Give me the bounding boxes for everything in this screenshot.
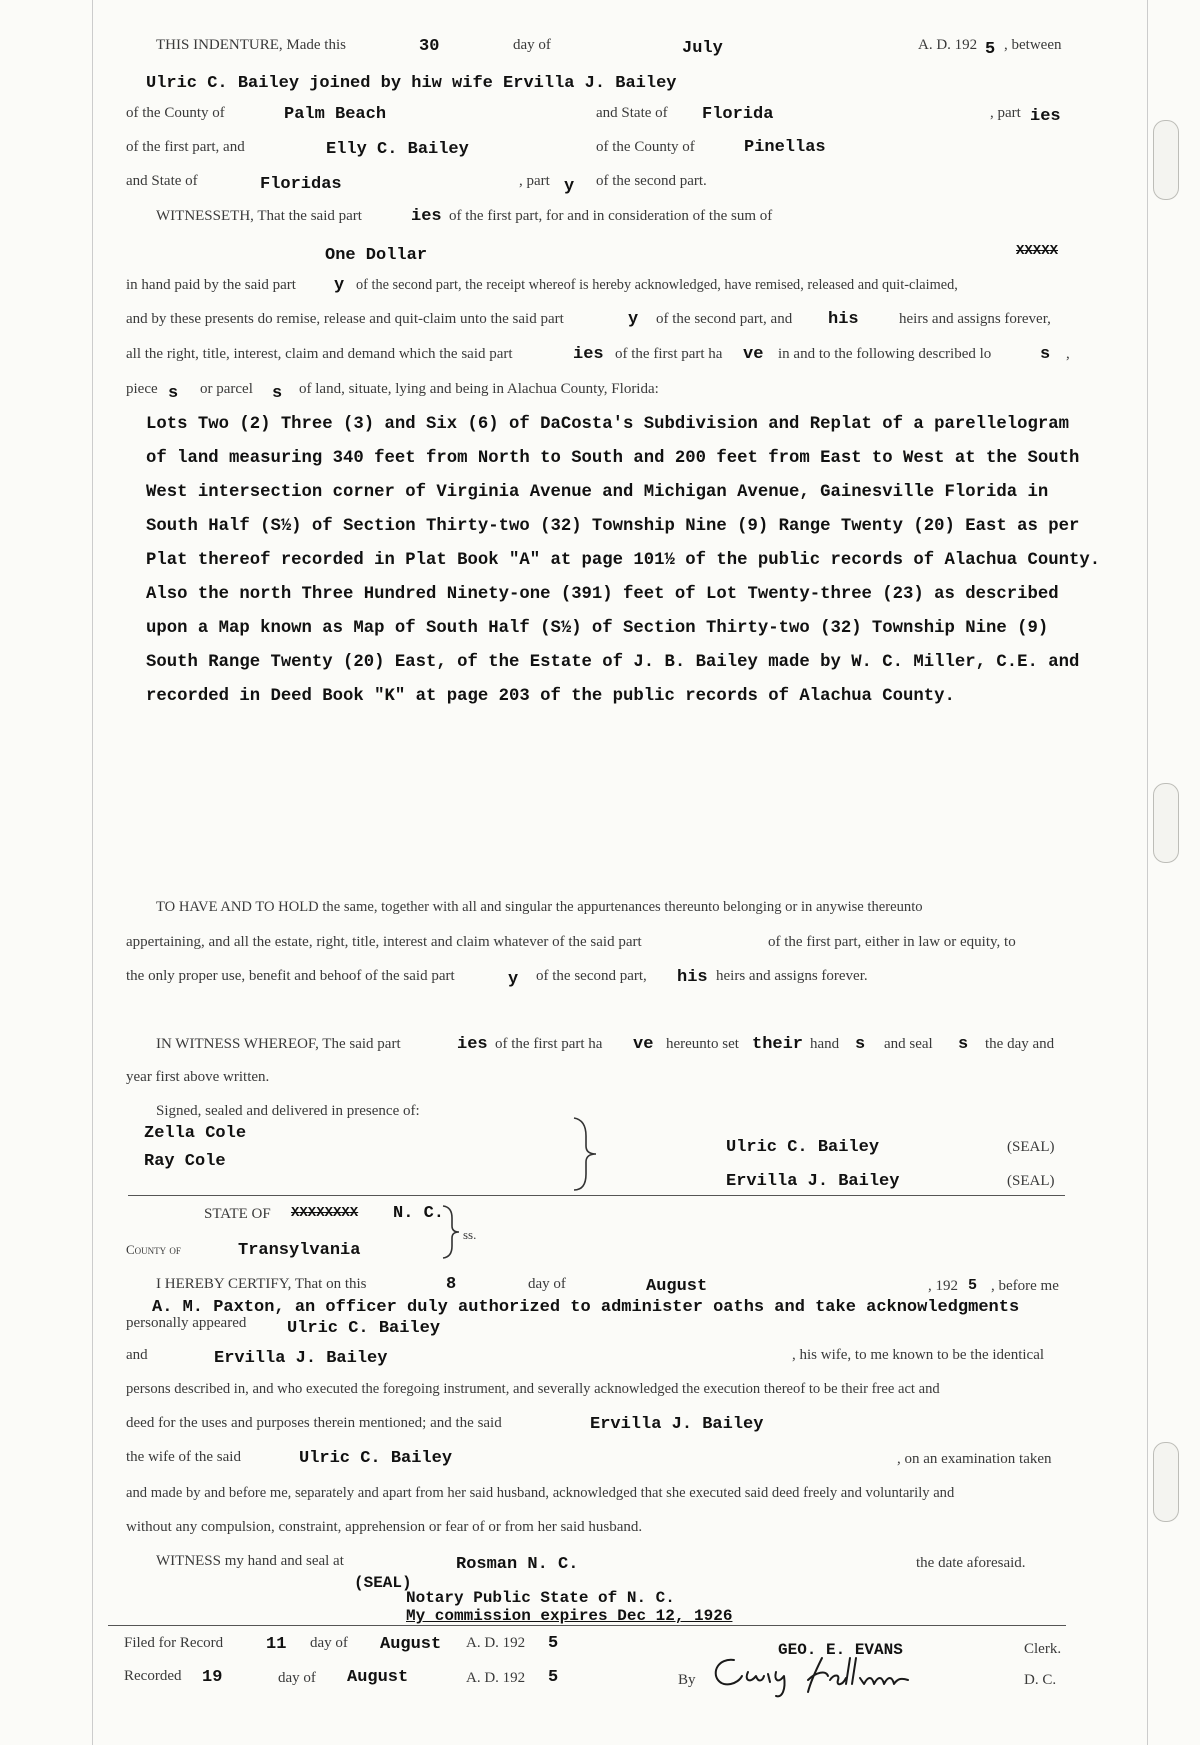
description-line: South Range Twenty (20) East, of the Estate of J. B. Bailey made by W. C. Miller, C.E. and — [146, 653, 1080, 672]
ack-his-wife-text: , his wife, to me known to be the identical — [792, 1347, 1045, 1363]
hand-paid-suffix: y — [334, 276, 345, 295]
examined-wife-name: Ervilla J. Bailey — [590, 1415, 764, 1434]
right-title-text-3: in and to the following described lo — [778, 346, 992, 362]
remise-text-2: of the second part, and — [656, 311, 793, 327]
seal-label: (SEAL) — [1007, 1173, 1055, 1189]
right-title-verb: ve — [743, 345, 764, 364]
legal-description — [146, 408, 1146, 714]
witnesseth-suffix: ies — [411, 207, 442, 226]
certify-before-me: , before me — [991, 1278, 1059, 1294]
indenture-month: July — [682, 39, 723, 58]
second-part-label: of the second part. — [596, 173, 707, 189]
right-title-suffix: ies — [573, 345, 604, 364]
signer-name: Ulric C. Bailey — [726, 1138, 880, 1157]
certify-month: August — [646, 1277, 708, 1296]
left-margin-line — [92, 0, 93, 1745]
filed-year: 5 — [548, 1634, 559, 1653]
punch-hole-icon — [1153, 783, 1179, 863]
first-part-and: of the first part, and — [126, 139, 245, 155]
right-title-comma: , — [1066, 346, 1070, 362]
grantee-county-label: of the County of — [596, 139, 695, 155]
filed-day: 11 — [266, 1635, 287, 1654]
hand-paid-text: in hand paid by the said part — [126, 277, 296, 293]
grantee-party-label: , part — [519, 173, 550, 189]
grantor-county: Palm Beach — [284, 105, 387, 124]
parcel-label: or parcel — [200, 381, 253, 397]
consideration-sum: One Dollar — [325, 246, 428, 265]
remise-pronoun: his — [828, 310, 859, 329]
habendum-pronoun: his — [677, 968, 708, 987]
witness-name: Zella Cole — [144, 1124, 247, 1143]
certify-year: 5 — [968, 1277, 978, 1294]
appeared-wife-name: Ervilla J. Bailey — [214, 1349, 388, 1368]
appeared-name: Ulric C. Bailey — [287, 1319, 441, 1338]
hand-paid-text-2: of the second part, the receipt whereof is hereby acknowledged, have remised, released and quit-claimed, — [356, 277, 958, 293]
ack-state: N. C. — [393, 1204, 445, 1223]
ack-state-label: STATE OF — [204, 1206, 271, 1222]
in-witness-verb: ve — [633, 1035, 654, 1054]
ack-county-label: County of — [126, 1242, 181, 1257]
indenture-ad: A. D. 192 — [918, 37, 978, 53]
land-location-text: of land, situate, lying and being in Alachua County, Florida: — [299, 381, 659, 397]
in-witness-hands-suffix: s — [855, 1035, 866, 1054]
description-line: upon a Map known as Map of South Half (S½) of Section Thirty-two (32) Township Nine (9) — [146, 619, 1049, 638]
clerk-label: Clerk. — [1024, 1641, 1062, 1657]
remise-text-3: heirs and assigns forever, — [899, 311, 1051, 327]
deed-ack-divider — [128, 1195, 1065, 1196]
habendum-line-3b: of the second part, — [536, 968, 647, 984]
notary-officer-line: A. M. Paxton, an officer duly authorized to administer oaths and take acknowledgments — [152, 1298, 1020, 1317]
notary-seal: (SEAL) — [354, 1574, 412, 1592]
ack-deed-text: deed for the uses and purposes therein mentioned; and the said — [126, 1415, 502, 1431]
indenture-intro: THIS INDENTURE, Made this — [156, 37, 346, 53]
indenture-year: 5 — [985, 40, 996, 59]
remise-suffix: y — [628, 310, 639, 329]
recorded-label: Recorded — [124, 1668, 182, 1684]
piece-suffix: s — [168, 384, 179, 403]
right-margin-line — [1147, 0, 1148, 1745]
ack-compulsion-text: without any compulsion, constraint, apprehension or fear of or from her said husband. — [126, 1519, 643, 1535]
certify-year-prefix: , 192 — [928, 1278, 958, 1294]
clerk-name: GEO. E. EVANS — [778, 1641, 903, 1659]
ack-separately-text: and made by and before me, separately and apart from her said husband, acknowledged that she executed said deed freely and voluntarily and — [126, 1485, 955, 1501]
indenture-day: 30 — [419, 37, 440, 56]
date-aforesaid-text: the date aforesaid. — [916, 1555, 1026, 1571]
certify-text: I HEREBY CERTIFY, That on this — [156, 1276, 367, 1292]
punch-hole-icon — [1153, 1442, 1179, 1522]
grantee-state: Floridas — [260, 175, 342, 194]
recorded-ad: A. D. 192 — [466, 1670, 526, 1686]
right-title-text-2: of the first part ha — [615, 346, 723, 362]
deputy-clerk-label: D. C. — [1024, 1672, 1057, 1688]
grantee-state-label: and State of — [126, 173, 198, 189]
signed-in-presence-label: Signed, sealed and delivered in presence of: — [156, 1103, 420, 1119]
recorded-month: August — [347, 1668, 409, 1687]
indenture-day-of: day of — [513, 37, 551, 53]
indenture-between: , between — [1004, 37, 1062, 53]
certify-day: 8 — [446, 1275, 457, 1294]
remise-text: and by these presents do remise, release and quit-claim unto the said part — [126, 311, 564, 327]
consideration-struck: XXXXX — [1016, 243, 1059, 259]
in-witness-suffix: ies — [457, 1035, 488, 1054]
filed-ad: A. D. 192 — [466, 1635, 526, 1651]
witness-hand-seal-text: WITNESS my hand and seal at — [156, 1553, 344, 1569]
in-witness-text-4: the day and — [985, 1036, 1055, 1052]
description-line: Also the north Three Hundred Ninety-one (391) feet of Lot Twenty-three (23) as described — [146, 585, 1059, 604]
signer-name: Ervilla J. Bailey — [726, 1172, 900, 1191]
grantors-names: Ulric C. Bailey joined by hiw wife Ervilla J. Bailey — [146, 74, 677, 93]
record-divider — [108, 1625, 1066, 1626]
habendum-line-3c: heirs and assigns forever. — [716, 968, 868, 984]
in-witness-text: IN WITNESS WHEREOF, The said part — [156, 1036, 401, 1052]
personally-appeared-label: personally appeared — [126, 1315, 247, 1331]
filed-day-of: day of — [310, 1635, 348, 1651]
notary-place: Rosman N. C. — [456, 1555, 579, 1574]
habendum-line-2b: of the first part, either in law or equity, to — [768, 934, 1016, 950]
ack-persons-text: persons described in, and who executed the foregoing instrument, and severally acknowledged the execution thereof to be their free act and — [126, 1381, 940, 1397]
recorded-day: 19 — [202, 1668, 223, 1687]
in-witness-hand: hand — [810, 1036, 840, 1052]
filed-month: August — [380, 1635, 442, 1654]
grantor-state-label: and State of — [596, 105, 668, 121]
grantor-state: Florida — [702, 105, 774, 124]
in-witness-seals-suffix: s — [958, 1035, 969, 1054]
description-line: of land measuring 340 feet from North to South and 200 feet from East to West at the South — [146, 449, 1080, 468]
recorded-day-of: day of — [278, 1670, 316, 1686]
witnesseth-text: WITNESSETH, That the said part — [156, 208, 362, 224]
grantee-party-suffix: y — [564, 177, 575, 196]
ack-and-label: and — [126, 1347, 148, 1363]
parcel-suffix: s — [272, 384, 283, 403]
certify-day-of: day of — [528, 1276, 566, 1292]
habendum-line-2a: appertaining, and all the estate, right, title, interest and claim whatever of the said part — [126, 934, 642, 950]
ack-ss: ss. — [463, 1227, 477, 1242]
in-witness-text-2: of the first part ha — [495, 1036, 603, 1052]
state-county-brace — [440, 1204, 462, 1260]
ack-county: Transylvania — [238, 1241, 361, 1260]
habendum-line-1: TO HAVE AND TO HOLD the same, together with all and singular the appurtenances thereunto belonging or in anywise thereunto — [156, 899, 923, 915]
in-witness-text-3: hereunto set — [666, 1036, 739, 1052]
description-line: West intersection corner of Virginia Avenue and Michigan Avenue, Gainesville Florida in — [146, 483, 1049, 502]
ack-examination-text: , on an examination taken — [897, 1451, 1052, 1467]
habendum-suffix: y — [508, 970, 519, 989]
husband-name: Ulric C. Bailey — [299, 1449, 453, 1468]
grantee-name: Elly C. Bailey — [326, 140, 469, 159]
description-line: South Half (S½) of Section Thirty-two (32) Township Nine (9) Range Twenty (20) East as per — [146, 517, 1080, 536]
grantor-party-suffix: ies — [1030, 107, 1061, 126]
witnesseth-text-2: of the first part, for and in consideration of the sum of — [449, 208, 773, 224]
in-witness-their: their — [752, 1035, 804, 1054]
right-title-lot-s: s — [1040, 345, 1051, 364]
ack-state-struck: XXXXXXXX — [291, 1205, 359, 1221]
description-line: Lots Two (2) Three (3) and Six (6) of DaCosta's Subdivision and Replat of a parellelogram — [146, 415, 1069, 434]
deputy-clerk-signature-icon — [704, 1650, 934, 1700]
recorded-year: 5 — [548, 1668, 559, 1687]
habendum-line-3a: the only proper use, benefit and behoof of the said part — [126, 968, 455, 984]
witness-brace — [570, 1116, 600, 1192]
piece-label: piece — [126, 381, 158, 397]
grantee-county: Pinellas — [744, 138, 826, 157]
seal-label: (SEAL) — [1007, 1139, 1055, 1155]
witness-name: Ray Cole — [144, 1152, 226, 1171]
right-title-text: all the right, title, interest, claim and demand which the said part — [126, 346, 513, 362]
grantor-county-label: of the County of — [126, 105, 225, 121]
notary-title: Notary Public State of N. C. — [406, 1589, 675, 1607]
in-witness-seal: and seal — [884, 1036, 933, 1052]
year-first-written: year first above written. — [126, 1069, 270, 1085]
notary-commission: My commission expires Dec 12, 1926 — [406, 1607, 733, 1625]
by-label: By — [678, 1672, 696, 1688]
grantor-party-label: , part — [990, 105, 1021, 121]
filed-label: Filed for Record — [124, 1635, 224, 1651]
punch-hole-icon — [1153, 120, 1179, 200]
description-line: recorded in Deed Book "K" at page 203 of the public records of Alachua County. — [146, 687, 955, 706]
ack-wife-of-label: the wife of the said — [126, 1449, 241, 1465]
description-line: Plat thereof recorded in Plat Book "A" at page 101½ of the public records of Alachua County. — [146, 551, 1101, 570]
